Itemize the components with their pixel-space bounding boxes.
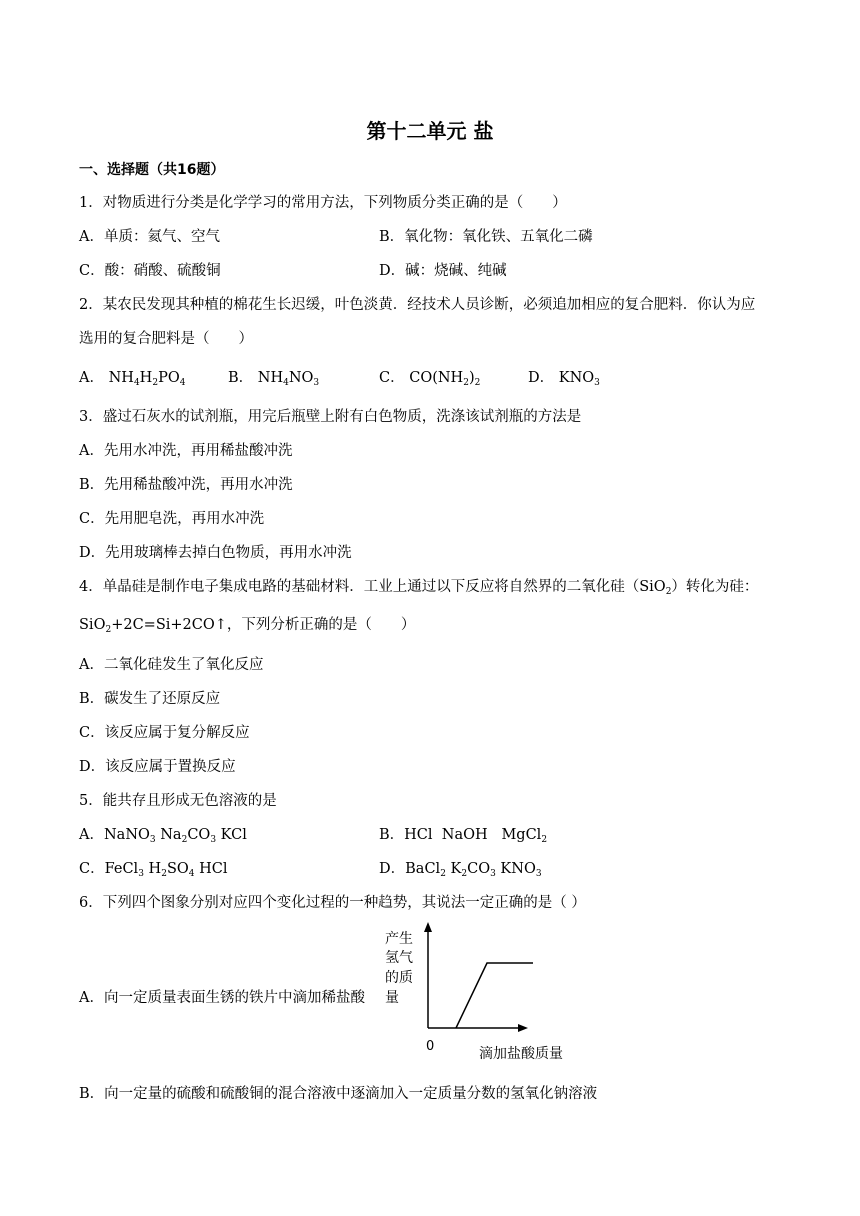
question-6-option-b: B．向一定量的硫酸和硫酸铜的混合溶液中逐滴加入一定质量分数的氢氧化钠溶液 [79,1086,598,1102]
question-4-option-c: C．该反应属于复分解反应 [79,725,250,741]
question-5-option-c: C．FeCl$_3$ $H_2SO_4$ HCl [79,861,228,879]
graph-x-arrow [518,1024,528,1032]
question-4-stem-line2: SiO$_2$+2C=Si+2CO↑，下列分析正确的是（ ） [79,617,416,635]
question-1-option-c: C．酸：硝酸、硫酸铜 [79,263,221,279]
graph-ylabel-line4: 量 [385,990,399,1006]
question-3-stem: 3．盛过石灰水的试剂瓶，用完后瓶壁上附有白色物质，洗涤该试剂瓶的方法是 [79,409,582,425]
question-2-option-c: C． $CO(NH_2)_2$ [379,370,481,388]
question-3-option-c: C．先用肥皂洗，再用水冲洗 [79,511,265,527]
question-2-options [79,366,185,387]
question-3-option-d: D．先用玻璃棒去掉白色物质，再用水冲洗 [79,545,352,561]
question-1-stem: 1．对物质进行分类是化学学习的常用方法，下列物质分类正确的是（ ） [79,195,567,211]
question-6-stem: 6．下列四个图象分别对应四个变化过程的一种趋势，其说法一定正确的是（ ） [79,895,586,911]
question-5-option-d: D．BaCl$_2$ $K_2CO_3$ $KNO_3$ [379,861,542,879]
graph-y-arrow [424,922,432,932]
question-3-option-b: B．先用稀盐酸冲洗，再用水冲洗 [79,477,293,493]
question-4-stem-line1: 4．单晶硅是制作电子集成电路的基础材料．工业上通过以下反应将自然界的二氧化硅（SiO$_2$）转化为硅： [79,579,759,597]
question-2-stem-line1: 2．某农民发现其种植的棉花生长迟缓，叶色淡黄．经技术人员诊断，必须追加相应的复合肥料．你认为应 [79,297,756,313]
question-1-option-b: B．氧化物：氧化铁、五氧化二磷 [379,229,593,245]
hydrogen-mass-graph [383,920,593,1065]
graph-curve [456,963,533,1028]
question-6-option-a: A．向一定质量表面生锈的铁片中滴加稀盐酸 [79,990,365,1006]
section-heading: 一、选择题（共16题） [79,162,225,178]
question-2-option-d: D． $KNO_3$ [528,370,600,388]
page-title: 第十二单元 盐 [366,119,494,143]
graph-origin-label: 0 [426,1039,435,1054]
graph-ylabel-line2: 氢气 [385,950,413,966]
question-4-option-b: B．碳发生了还原反应 [79,691,221,707]
graph-xlabel: 滴加盐酸质量 [479,1046,563,1062]
question-1-option-a: A．单质：氦气、空气 [79,229,220,245]
question-5-option-a: A．NaNO$_3$ $Na_2CO_3$ KCl [79,827,247,845]
question-1-option-d: D．碱：烧碱、纯碱 [379,263,507,279]
question-2-option-a: A． $NH_4H_2PO_4$ [79,370,186,388]
question-4-option-d: D．该反应属于置换反应 [79,759,236,775]
question-2-option-b: B． $NH_4NO_3$ [228,370,320,388]
question-5-option-b: B．HCl NaOH MgCl$_2$ [379,827,548,845]
graph-ylabel-line3: 的质 [385,970,413,986]
question-4-option-a: A．二氧化硅发生了氧化反应 [79,657,264,673]
question-2-stem-line2: 选用的复合肥料是（ ） [79,331,253,347]
question-5-stem: 5．能共存且形成无色溶液的是 [79,793,277,809]
question-3-option-a: A．先用水冲洗，再用稀盐酸冲洗 [79,443,293,459]
graph-ylabel-line1: 产生 [385,931,413,947]
